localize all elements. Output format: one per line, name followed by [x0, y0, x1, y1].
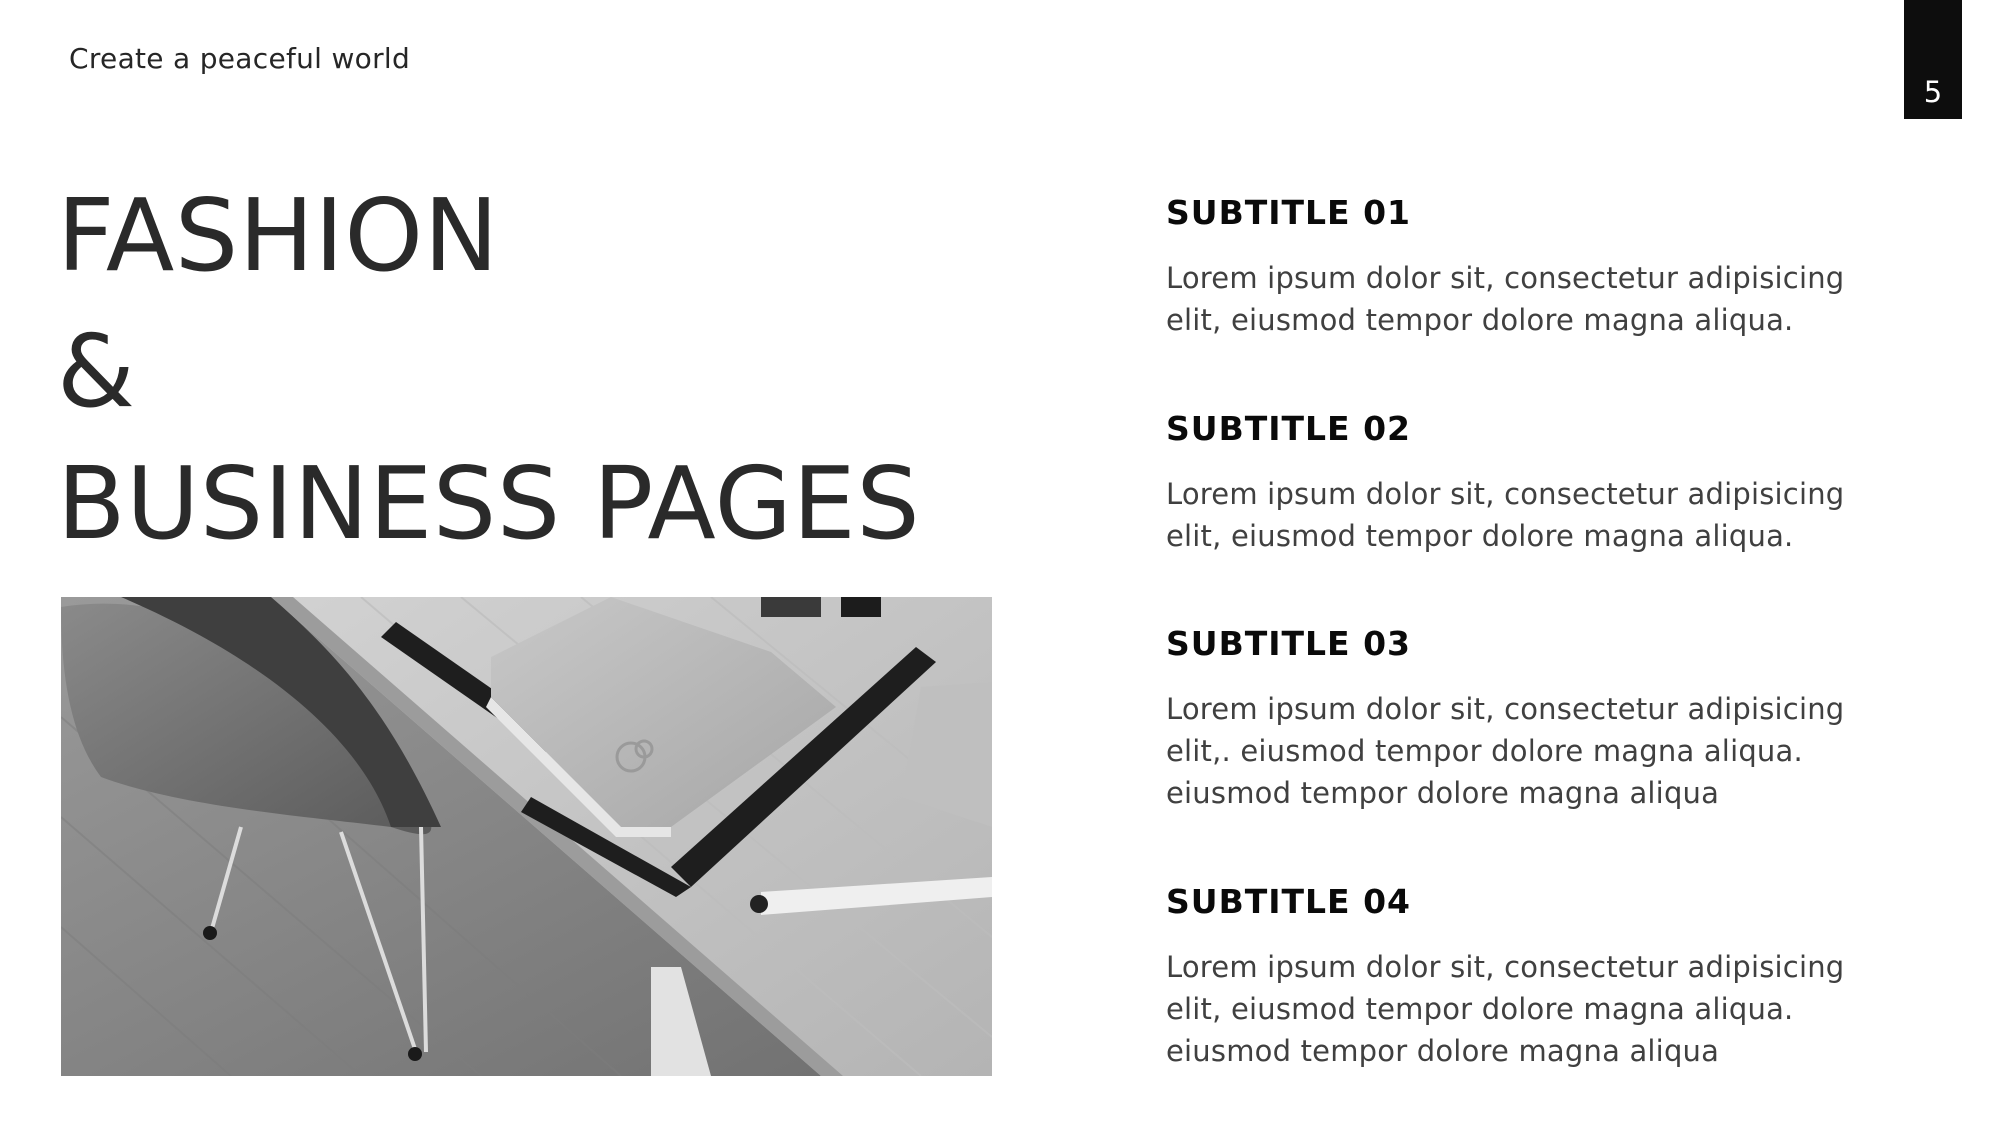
section-02-line: Lorem ipsum dolor sit, consectetur adipisicing — [1166, 477, 1845, 511]
section-01-line: Lorem ipsum dolor sit, consectetur adipisicing — [1166, 261, 1845, 295]
section-03 — [1166, 624, 1886, 814]
section-04-text — [1166, 946, 1886, 1072]
title-line-ampersand: & — [57, 313, 136, 430]
subtitle-04: SUBTITLE 04 — [1166, 882, 1411, 921]
section-04-line: eiusmod tempor dolore magna aliqua — [1166, 1034, 1720, 1068]
section-01-line: elit, eiusmod tempor dolore magna aliqua. — [1166, 303, 1794, 337]
section-02 — [1166, 409, 1886, 557]
title-line-business-pages: BUSINESS PAGES — [57, 445, 921, 562]
section-01-text — [1166, 257, 1886, 341]
subtitle-03: SUBTITLE 03 — [1166, 624, 1411, 663]
section-02-line: elit, eiusmod tempor dolore magna aliqua. — [1166, 519, 1794, 553]
section-04-line: Lorem ipsum dolor sit, consectetur adipisicing — [1166, 950, 1845, 984]
section-03-line: Lorem ipsum dolor sit, consectetur adipisicing — [1166, 692, 1845, 726]
page-number-badge — [1904, 0, 1962, 119]
tagline: Create a peaceful world — [69, 42, 411, 75]
section-04-line: elit, eiusmod tempor dolore magna aliqua. — [1166, 992, 1794, 1026]
subtitle-01: SUBTITLE 01 — [1166, 193, 1411, 232]
section-03-text — [1166, 688, 1886, 814]
desk-photo-icon — [61, 597, 992, 1076]
section-02-text — [1166, 473, 1886, 557]
page-number: 5 — [1923, 75, 1943, 109]
subtitle-02: SUBTITLE 02 — [1166, 409, 1411, 448]
section-04 — [1166, 882, 1886, 1072]
section-01 — [1166, 193, 1886, 341]
section-03-line: elit,. eiusmod tempor dolore magna aliqua. — [1166, 734, 1803, 768]
section-03-line: eiusmod tempor dolore magna aliqua — [1166, 776, 1720, 810]
title-line-fashion: FASHION — [57, 177, 499, 294]
desk-photo — [61, 597, 992, 1076]
